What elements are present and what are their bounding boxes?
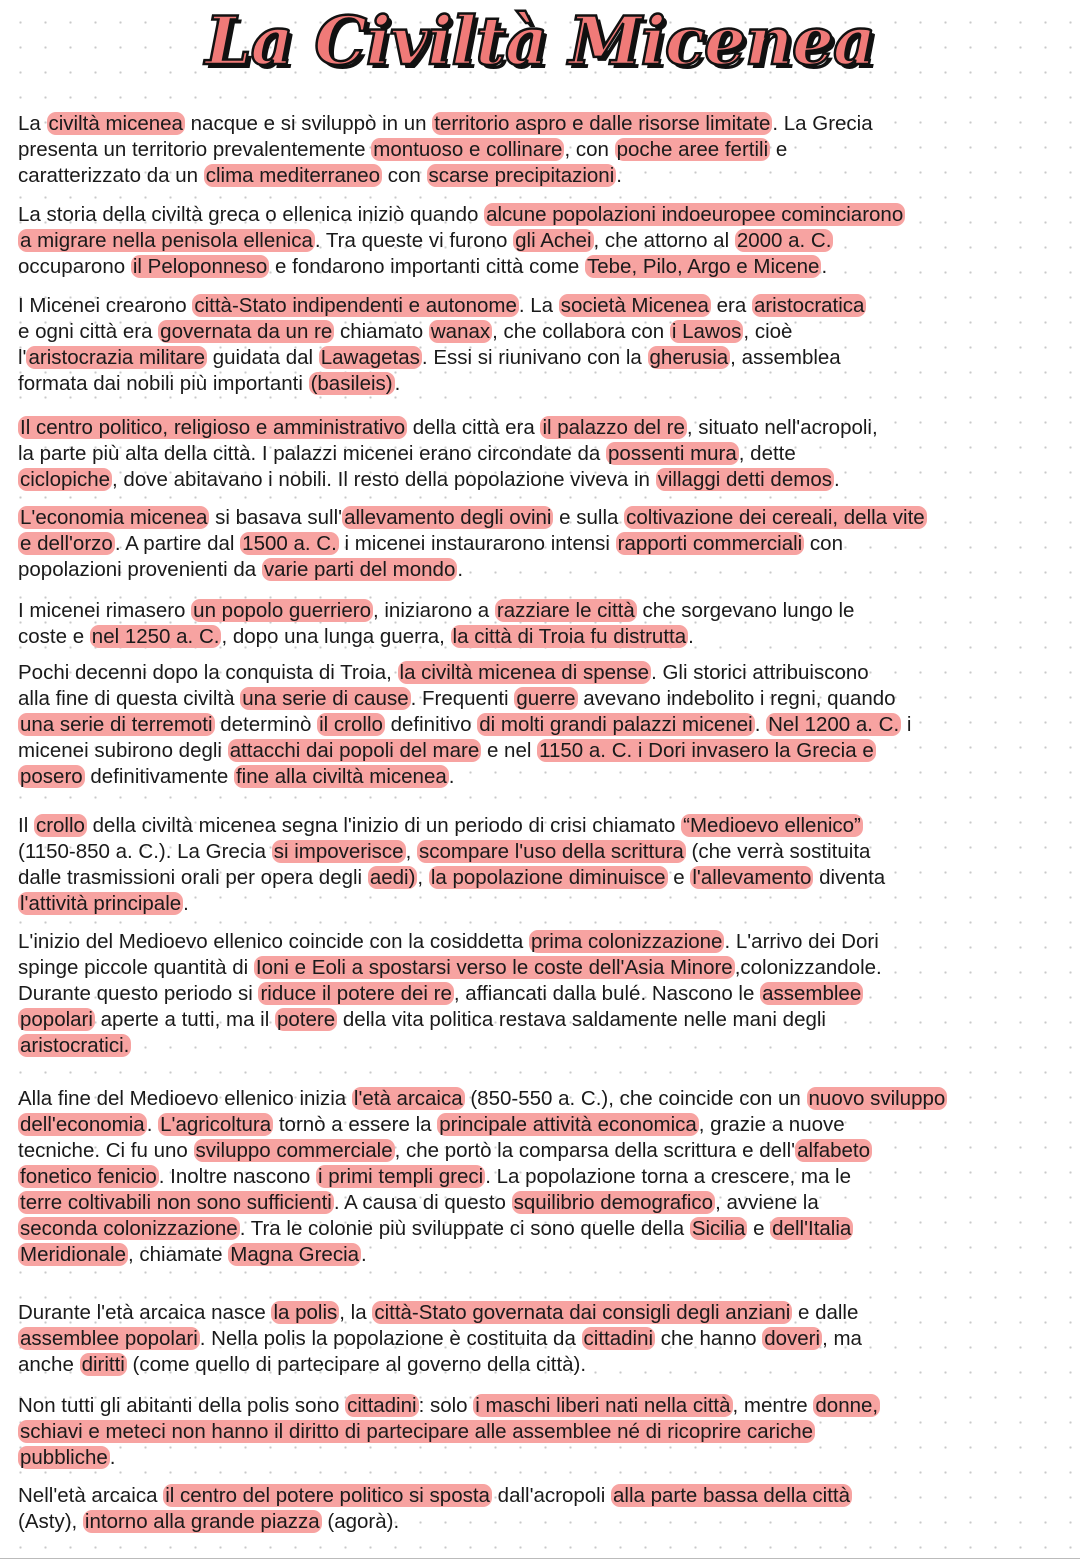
text: la parte più alta della città. I palazzi micenei erano circondate da — [18, 442, 607, 465]
text: Alla fine del Medioevo ellenico inizia — [18, 1087, 352, 1110]
highlighted-text: attacchi dai popoli del mare — [229, 739, 480, 762]
text: e — [770, 138, 788, 161]
highlighted-text: civiltà micenea — [48, 112, 183, 135]
text-line — [18, 1419, 880, 1445]
text: alla fine di questa civiltà — [18, 687, 241, 710]
text: era — [710, 294, 752, 317]
highlighted-text: riduce il potere dei re — [260, 982, 452, 1005]
highlighted-text: montuoso e collinare — [373, 138, 563, 161]
highlighted-text: i maschi liberi nati nella città — [475, 1394, 731, 1417]
highlighted-text: possenti mura — [608, 442, 737, 465]
text: , ma — [822, 1327, 862, 1350]
text: e fondarono importanti città come — [269, 255, 585, 278]
text: definitivamente — [84, 765, 234, 788]
text: . — [394, 372, 401, 395]
text: e sulla — [553, 506, 625, 529]
text: , con — [564, 138, 615, 161]
text-line — [18, 1190, 947, 1216]
highlighted-text: la popolazione diminuisce — [430, 866, 666, 889]
text: (Asty), — [18, 1510, 83, 1533]
text: I micenei rimasero — [18, 599, 192, 622]
highlighted-text: aedi) — [369, 866, 416, 889]
highlighted-text: intorno alla grande piazza — [84, 1510, 320, 1533]
text: , grazie a nuove — [698, 1113, 845, 1136]
highlighted-text: aristocrazia militare — [28, 346, 206, 369]
text: L'inizio del Medioevo ellenico coincide con la cosiddetta — [18, 930, 530, 953]
highlighted-text: società Micenea — [560, 294, 709, 317]
highlighted-text: 1500 a. C. — [242, 532, 337, 555]
text: aperte a tutti, ma il — [94, 1008, 275, 1031]
text-line — [18, 467, 878, 493]
text-line — [18, 598, 854, 624]
highlighted-text: aristocratica — [753, 294, 865, 317]
highlighted-text: crollo — [35, 814, 85, 837]
text-line — [18, 624, 854, 650]
highlighted-text: e dell'orzo — [20, 532, 113, 555]
text-line — [18, 839, 885, 865]
highlighted-text: una serie di terremoti — [20, 713, 213, 736]
text: . A partire dal — [114, 532, 241, 555]
highlighted-text: poche aree fertili — [616, 138, 769, 161]
paragraph — [18, 111, 873, 189]
highlighted-text: assemblee — [762, 982, 862, 1005]
text: . L'arrivo dei Dori — [724, 930, 879, 953]
highlighted-text: varie parti del mondo — [263, 558, 456, 581]
text-line — [18, 345, 866, 371]
text: , cioè — [743, 320, 793, 343]
highlighted-text: nel 1250 a. C. — [91, 625, 220, 648]
highlighted-text: Nel 1200 a. C. — [768, 713, 900, 736]
highlighted-text: (basileis) — [310, 372, 393, 395]
text: , che collabora con — [492, 320, 670, 343]
highlighted-text: aristocratici. — [20, 1034, 130, 1057]
text: , — [417, 866, 429, 889]
text: chiamato — [334, 320, 429, 343]
highlighted-text: nuovo sviluppo — [808, 1087, 946, 1110]
paragraph — [18, 929, 882, 1059]
text: tornò a essere la — [273, 1113, 438, 1136]
text: (che verrà sostituita — [685, 840, 871, 863]
highlighted-text: la civiltà micenea di spense — [399, 661, 650, 684]
text-line — [18, 1112, 947, 1138]
text: caratterizzato da un — [18, 164, 204, 187]
text: che sorgevano lungo le — [636, 599, 855, 622]
highlighted-text: scarse precipitazioni — [428, 164, 615, 187]
text-line — [18, 686, 911, 712]
paragraph — [18, 293, 866, 397]
text: diventa — [813, 866, 886, 889]
text-line — [18, 319, 866, 345]
text: i — [901, 713, 912, 736]
text-line — [18, 1326, 862, 1352]
text-line — [18, 1509, 852, 1535]
highlighted-text: la polis — [273, 1301, 338, 1324]
text: , dove abitavano i nobili. Il resto della popolazione viveva in — [112, 468, 656, 491]
text: . La — [518, 294, 559, 317]
text: . — [457, 558, 464, 581]
paragraph — [18, 660, 911, 790]
text: La storia della civiltà greca o ellenica iniziò quando — [18, 203, 485, 226]
text-line — [18, 1138, 947, 1164]
text: ,colonizzandole. — [734, 956, 882, 979]
text-line — [18, 163, 873, 189]
highlighted-text: wanax — [430, 320, 491, 343]
paragraph — [18, 598, 854, 650]
highlighted-text: dell'economia — [20, 1113, 145, 1136]
highlighted-text: Il centro politico, religioso e amministrativo — [20, 416, 406, 439]
text: micenei subirono degli — [18, 739, 228, 762]
text: coste e — [18, 625, 90, 648]
text: , dopo una lunga guerra, — [221, 625, 451, 648]
text: . Frequenti — [410, 687, 515, 710]
text: . — [146, 1113, 159, 1136]
text: Nell'età arcaica — [18, 1484, 164, 1507]
highlighted-text: terre coltivabili non sono sufficienti — [20, 1191, 332, 1214]
text: i micenei instaurarono intensi — [338, 532, 616, 555]
text: . — [754, 713, 767, 736]
text-line — [18, 531, 927, 557]
text: , chiamate — [127, 1243, 229, 1266]
text-line — [18, 865, 885, 891]
paragraph — [18, 813, 885, 917]
text: . Inoltre nascono — [158, 1165, 317, 1188]
highlighted-text: cittadini — [347, 1394, 417, 1417]
highlighted-text: L'agricoltura — [160, 1113, 272, 1136]
highlighted-text: allevamento degli ovini — [344, 506, 552, 529]
highlighted-text: squilibrio demografico — [513, 1191, 714, 1214]
text: (1150-850 a. C.). La Grecia — [18, 840, 272, 863]
text-line — [18, 293, 866, 319]
text: dalle trasmissioni orali per opera degli — [18, 866, 368, 889]
text: . Tra queste vi furono — [314, 229, 514, 252]
text-line — [18, 891, 885, 917]
text: . — [688, 625, 694, 648]
highlighted-text: i primi templi greci — [318, 1165, 484, 1188]
text-line — [18, 1007, 882, 1033]
highlighted-text: 2000 a. C. — [736, 229, 832, 252]
text-line — [18, 505, 927, 531]
text: dall'acropoli — [491, 1484, 611, 1507]
text: e — [747, 1217, 771, 1240]
highlighted-text: dell'Italia — [772, 1217, 852, 1240]
text: Pochi decenni dopo la conquista di Troia, — [18, 661, 398, 684]
paragraph — [18, 1300, 862, 1378]
text: , — [405, 840, 417, 863]
text: spinge piccole quantità di — [18, 956, 254, 979]
highlighted-text: il palazzo del re — [542, 416, 685, 439]
paragraph — [18, 1393, 880, 1471]
highlighted-text: ciclopiche — [20, 468, 111, 491]
text: . — [821, 255, 828, 278]
text-line — [18, 557, 927, 583]
text-line — [18, 1300, 862, 1326]
paragraph — [18, 202, 905, 280]
text: . — [833, 468, 840, 491]
paragraph — [18, 1483, 852, 1535]
highlighted-text: città-Stato governata dai consigli degli anziani — [374, 1301, 791, 1324]
highlighted-text: prima colonizzazione — [531, 930, 723, 953]
text: , iniziarono a — [372, 599, 495, 622]
text-line — [18, 955, 882, 981]
text-line — [18, 764, 911, 790]
text: formata dai nobili più importanti — [18, 372, 309, 395]
text: , assemblea — [730, 346, 841, 369]
highlighted-text: “Medioevo ellenico” — [683, 814, 861, 837]
highlighted-text: il crollo — [319, 713, 383, 736]
text: , la — [339, 1301, 373, 1324]
text-line — [18, 1242, 947, 1268]
highlighted-text: seconda colonizzazione — [20, 1217, 238, 1240]
highlighted-text: schiavi e meteci non hanno il diritto di partecipare alle assemblee né di ricoprire cariche — [20, 1420, 814, 1443]
text: che hanno — [655, 1327, 763, 1350]
text: della città era — [407, 416, 541, 439]
highlighted-text: governata da un re — [160, 320, 333, 343]
highlighted-text: alla parte bassa della città — [612, 1484, 851, 1507]
text-line — [18, 712, 911, 738]
highlighted-text: alcune popolazioni indoeuropee cominciarono — [486, 203, 904, 226]
text: , dette — [738, 442, 796, 465]
text: e nel — [481, 739, 538, 762]
highlighted-text: Sicilia — [691, 1217, 746, 1240]
highlighted-text: pubbliche — [20, 1446, 108, 1469]
text-line — [18, 929, 882, 955]
text-line — [18, 1445, 880, 1471]
highlighted-text: il Peloponneso — [132, 255, 268, 278]
paragraph — [18, 505, 927, 583]
highlighted-text: razziare le città — [496, 599, 635, 622]
highlighted-text: territorio aspro e dalle risorse limitate — [434, 112, 771, 135]
text: l' — [18, 346, 27, 369]
text: determinò — [214, 713, 318, 736]
highlighted-text: gherusia — [649, 346, 729, 369]
highlighted-text: Magna Grecia — [230, 1243, 360, 1266]
highlighted-text: guerre — [516, 687, 576, 710]
text-line — [18, 228, 905, 254]
text-line — [18, 1086, 947, 1112]
highlighted-text: sviluppo commerciale — [195, 1139, 393, 1162]
text: . La Grecia — [772, 112, 873, 135]
text: . A causa di questo — [333, 1191, 512, 1214]
highlighted-text: doveri — [764, 1327, 821, 1350]
highlighted-text: villaggi detti demos — [657, 468, 832, 491]
text: nacque e si sviluppò in un — [184, 112, 433, 135]
highlighted-text: diritti — [81, 1353, 125, 1376]
text-line — [18, 738, 911, 764]
text: si basava sull' — [209, 506, 343, 529]
highlighted-text: alfabeto — [797, 1139, 871, 1162]
highlighted-text: L'economia micenea — [20, 506, 208, 529]
highlighted-text: donne, — [815, 1394, 879, 1417]
text-line — [18, 371, 866, 397]
text: (850-550 a. C.), che coincide con un — [464, 1087, 807, 1110]
text: , affiancati dalla bulé. Nascono le — [453, 982, 761, 1005]
text: avevano indebolito i regni, quando — [577, 687, 896, 710]
text: con — [382, 164, 427, 187]
text: , mentre — [732, 1394, 814, 1417]
text: con — [804, 532, 843, 555]
text: guidata dal — [207, 346, 319, 369]
highlighted-text: il centro del potere politico si sposta — [165, 1484, 490, 1507]
paragraph — [18, 1086, 947, 1268]
highlighted-text: i Lawos — [671, 320, 742, 343]
highlighted-text: popolari — [20, 1008, 93, 1031]
text: , che portò la comparsa della scrittura e dell' — [394, 1139, 796, 1162]
text: I Micenei crearono — [18, 294, 193, 317]
text: tecniche. Ci fu uno — [18, 1139, 194, 1162]
text: e ogni città era — [18, 320, 159, 343]
highlighted-text: un popolo guerriero — [193, 599, 371, 622]
text-line — [18, 441, 878, 467]
highlighted-text: città-Stato indipendenti e autonome — [194, 294, 517, 317]
highlighted-text: Tebe, Pilo, Argo e Micene — [586, 255, 820, 278]
text: . Nella polis la popolazione è costituita da — [199, 1327, 582, 1350]
highlighted-text: posero — [20, 765, 83, 788]
highlighted-text: di molti grandi palazzi micenei — [479, 713, 753, 736]
text-line — [18, 813, 885, 839]
text-line — [18, 111, 873, 137]
text: Durante l'età arcaica nasce — [18, 1301, 272, 1324]
highlighted-text: potere — [276, 1008, 336, 1031]
highlighted-text: clima mediterraneo — [205, 164, 381, 187]
text: Non tutti gli abitanti della polis sono — [18, 1394, 346, 1417]
highlighted-text: Meridionale — [20, 1243, 126, 1266]
text: della civiltà micenea segna l'inizio di un periodo di crisi chiamato — [86, 814, 682, 837]
highlighted-text: una serie di cause — [242, 687, 409, 710]
highlighted-text: l'attività principale — [20, 892, 182, 915]
text-line — [18, 137, 873, 163]
text-line — [18, 660, 911, 686]
paragraph — [18, 415, 878, 493]
page-title: La Civiltà Micenea — [205, 2, 875, 80]
highlighted-text: principale attività economica — [439, 1113, 697, 1136]
text-line — [18, 254, 905, 280]
highlighted-text: cittadini — [583, 1327, 654, 1350]
text: . — [183, 892, 189, 915]
text: . — [616, 164, 622, 187]
text-line — [18, 1483, 852, 1509]
text-line — [18, 1033, 882, 1059]
highlighted-text: fine alla civiltà micenea — [235, 765, 447, 788]
text: . Essi si riunivano con la — [421, 346, 648, 369]
text: . Gli storici attribuiscono — [651, 661, 869, 684]
highlighted-text: coltivazione dei cereali, della vite — [626, 506, 925, 529]
text: : solo — [418, 1394, 474, 1417]
text: , che attorno al — [593, 229, 735, 252]
text: La — [18, 112, 47, 135]
text: e dalle — [792, 1301, 859, 1324]
text: anche — [18, 1353, 80, 1376]
text: . Tra le colonie più sviluppate ci sono quelle della — [239, 1217, 690, 1240]
text: . — [361, 1243, 367, 1266]
highlighted-text: gli Achei — [515, 229, 592, 252]
text-line — [18, 1164, 947, 1190]
text: definitivo — [384, 713, 478, 736]
text-line — [18, 415, 878, 441]
text: Il — [18, 814, 34, 837]
text: . La popolazione torna a crescere, ma le — [485, 1165, 851, 1188]
highlighted-text: si impoverisce — [273, 840, 404, 863]
highlighted-text: a migrare nella penisola ellenica — [20, 229, 313, 252]
highlighted-text: Lawagetas — [320, 346, 420, 369]
text: della vita politica restava saldamente nelle mani degli — [337, 1008, 826, 1031]
highlighted-text: fonetico fenicio — [20, 1165, 157, 1188]
text: presenta un territorio prevalentemente — [18, 138, 372, 161]
highlighted-text: l'età arcaica — [353, 1087, 463, 1110]
highlighted-text: la città di Troia fu distrutta — [452, 625, 687, 648]
highlighted-text: scompare l'uso della scrittura — [419, 840, 684, 863]
text: (come quello di partecipare al governo della città). — [126, 1353, 587, 1376]
highlighted-text: 1150 a. C. i Dori invasero la Grecia e — [539, 739, 874, 762]
text-line — [18, 1352, 862, 1378]
text: , avviene la — [715, 1191, 819, 1214]
text: Durante questo periodo si — [18, 982, 259, 1005]
text-line — [18, 981, 882, 1007]
highlighted-text: l'allevamento — [692, 866, 812, 889]
text-line — [18, 1216, 947, 1242]
highlighted-text: assemblee popolari — [20, 1327, 198, 1350]
text-line — [18, 1393, 880, 1419]
text: , situato nell'acropoli, — [686, 416, 878, 439]
text: (agorà). — [321, 1510, 400, 1533]
highlighted-text: Ioni e Eoli a spostarsi verso le coste dell'Asia Minore — [255, 956, 733, 979]
text: . — [109, 1446, 116, 1469]
text: e — [667, 866, 691, 889]
text-line — [18, 202, 905, 228]
divider — [0, 1558, 1080, 1559]
highlighted-text: rapporti commerciali — [617, 532, 803, 555]
text: popolazioni provenienti da — [18, 558, 262, 581]
text: . — [448, 765, 455, 788]
text: occuparono — [18, 255, 131, 278]
